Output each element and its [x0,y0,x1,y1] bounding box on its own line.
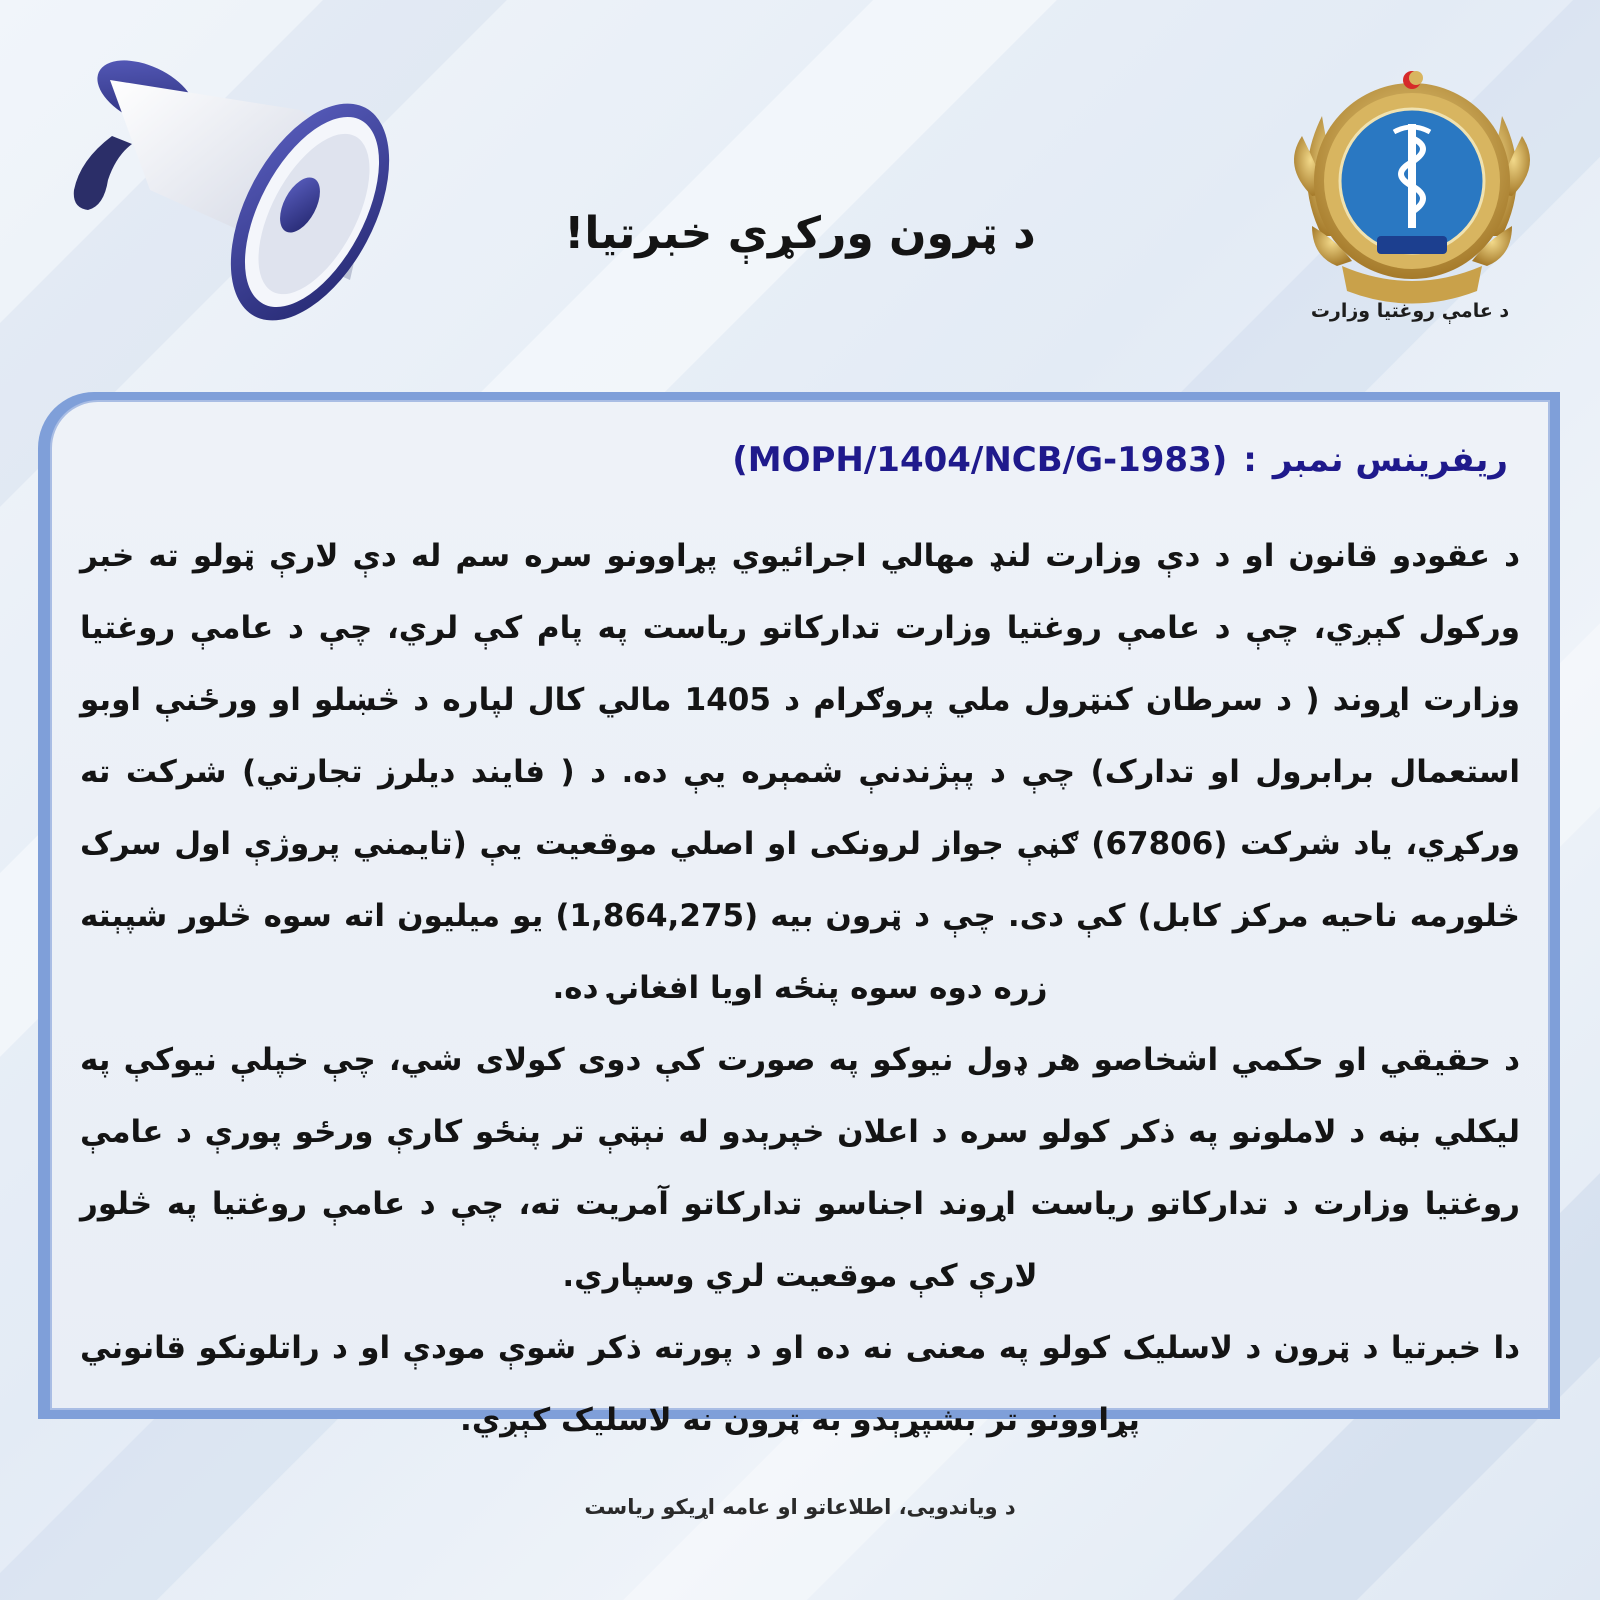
body-paragraph-2: د حقیقي او حکمي اشخاصو هر ډول نیوکو په صورت کې دوی کولای شي، چې خپلې نیوکې په لیکلي بڼه د لاملونو په ذکر کولو سره د اعلان خپرېدو له نېټې تر پنځو کارې ورځو پورې د عامې روغتیا وزارت د تدارکاتو ریاست اړوند اجناسو تدارکاتو آمریت ته، چې د عامې روغتیا په څلور لارې کې موقعیت لري وسپاري. [80,1042,1520,1294]
body-paragraph-3: دا خبرتیا د ټرون د لاسلیک کولو په معنی نه ده او د پورته ذکر شوې مودې او د راتلونکو قانوني پړاوونو تر بشپړېدو به ټرون نه لاسلیک کېږي. [80,1330,1520,1438]
reference-separator: : [1243,440,1257,480]
footer-department: د ویاندویی، اطلاعاتو او عامه اړیکو ریاست [584,1495,1016,1519]
announcement-body [80,520,1520,1456]
reference-number: (MOPH/1404/NCB/G-1983) [732,440,1228,480]
reference-label: ریفرینس نمبر [1272,440,1508,480]
ministry-name: د عامې روغتیا وزارت [1310,300,1510,322]
page-title: د ټرون ورکړې خبرتیا! [564,208,1036,259]
megaphone-icon [50,40,390,330]
body-paragraph-1: د عقودو قانون او د دې وزارت لنډ مهالي اجرائیوي پړاوونو سره سم له دې لارې ټولو ته خبر ورکول کېږي، چې د عامې روغتیا وزارت تدارکاتو ریاست په پام کې لري، چې د عامې روغتیا وزارت اړوند ( د سرطان کنټرول ملي پروګرام د 1405 مالي کال لپاره د څښلو او ورځنې اوبو استعمال برابرول او تدارک) چې د پېژندنې شمېره یې ده. د ( فایند دیلرز تجارتي) شرکت ته ورکړي، یاد شرکت (67806) ګڼې جواز لرونکی او اصلي موقعیت یې (تایمني پروژې اول سرک څلورمه ناحیه مرکز کابل) کې دی. چې د ټرون بیه (1,864,275) یو میلیون اته سوه څلور شپېته زره دوه سوه پنځه اویا افغانۍ ده. [80,538,1520,1006]
ministry-seal-icon [1282,66,1542,336]
reference-line [732,440,1508,480]
